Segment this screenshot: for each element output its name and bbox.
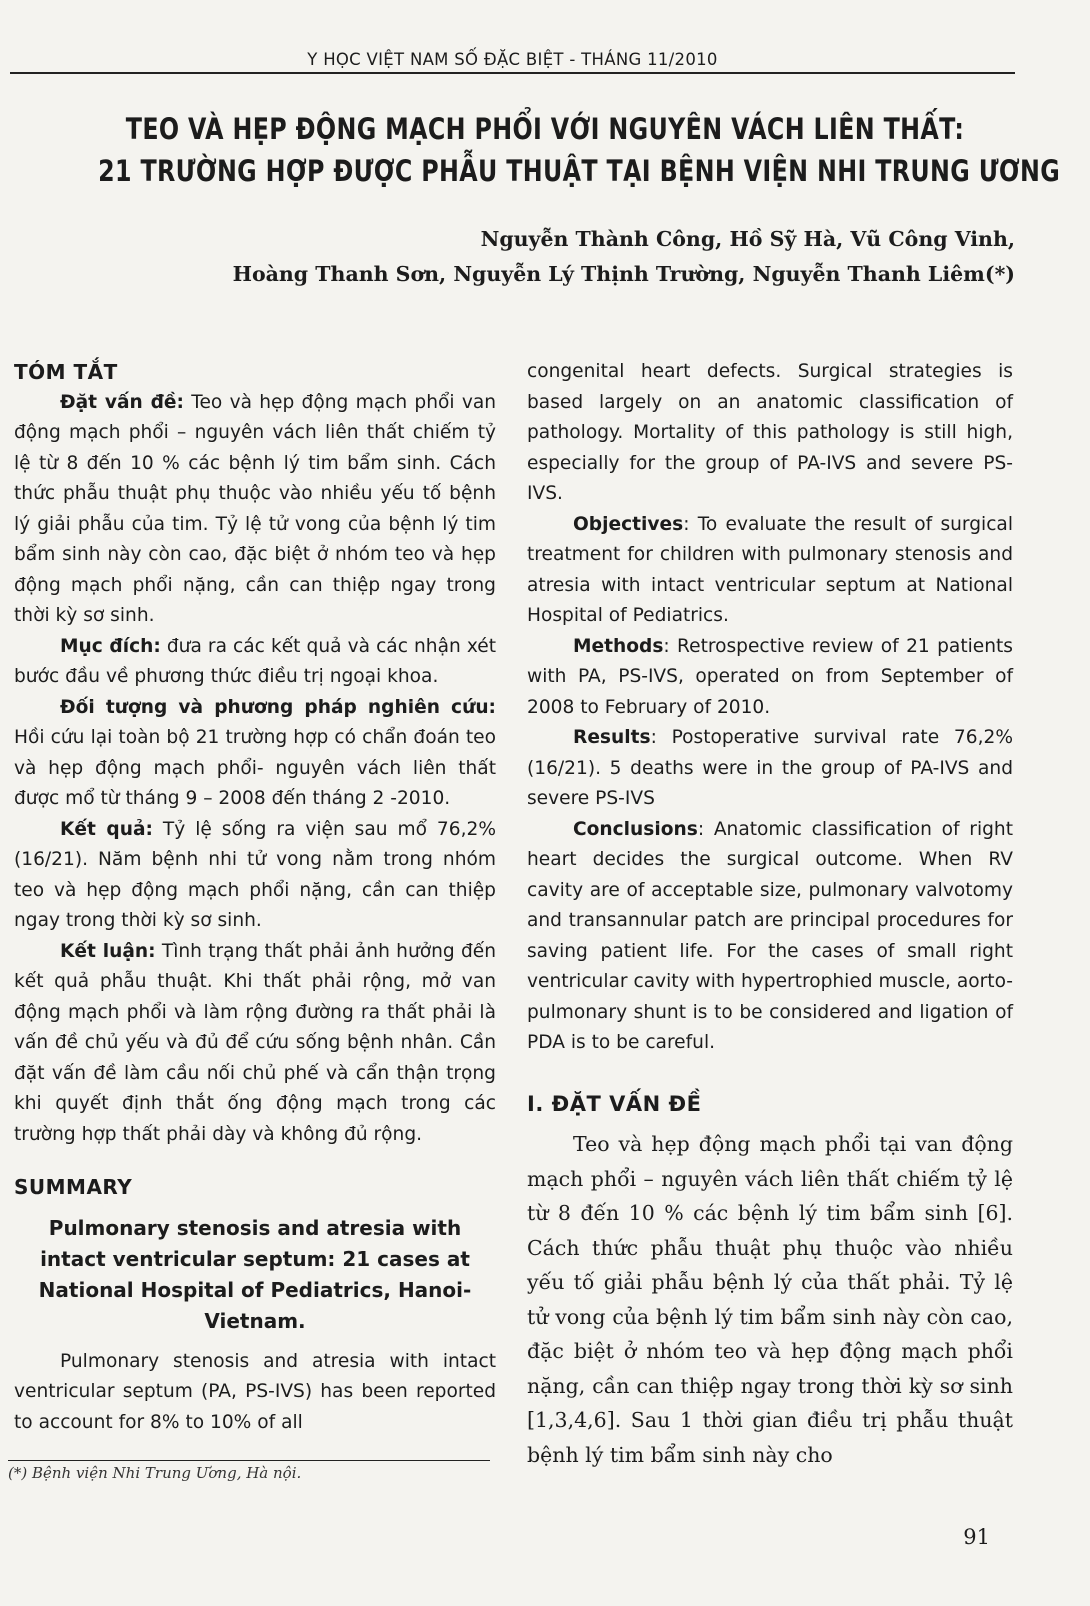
title-line-1: TEO VÀ HẸP ĐỘNG MẠCH PHỔI VỚI NGUYÊN VÁCH LIÊN THẤT: [125,112,965,146]
abstract-methods [14,693,496,815]
abstract-conclusion-text: Tình trạng thất phải ảnh hưởng đến kết quả phẫu thuật. Khi thất phải rộng, mở van động mạch phổi và làm rộng đường ra thất phải là vấn đề chủ yếu và đủ để cứu sống bệnh nhân. Cần đặt vấn đề làm cầu nối chủ phế và cẩn thận trọng khi quyết định thắt ống động mạch trong các trường hợp thất phải dày và không đủ rộng. [14,940,497,1145]
abstract-background [14,388,496,632]
abstract-methods-text: Hồi cứu lại toàn bộ 21 trường hợp có chẩn đoán teo và hẹp động mạch phổi- nguyên vách liên thất được mổ từ tháng 9 – 2008 đến tháng 2 -2010. [14,727,496,809]
abstract-aim-label: Mục đích: [60,635,161,657]
summary-intro: Pulmonary stenosis and atresia with intact ventricular septum (PA, PS-IVS) has been reported to account for 8% to 10% of all [14,1350,496,1433]
abstract-background-label: Đặt vấn đề: [60,391,184,413]
summary-methods [527,632,1013,724]
footnote: (*) Bệnh viện Nhi Trung Ương, Hà nội. [8,1464,302,1482]
abstract-aim [14,632,496,693]
section-1-heading: I. ĐẶT VẤN ĐỀ [527,1091,702,1116]
footnote-divider [8,1460,490,1461]
summary-intro-continued: congenital heart defects. Surgical strategies is based largely on an anatomic classification of pathology. Mortality of this pathology is still high, especially for the group of PA-IVS and severe PS-IVS. [527,361,1013,504]
summary-objectives-label: Objectives [573,513,684,535]
summary-heading: SUMMARY [14,1175,133,1199]
abstract-methods-label: Đối tượng và phương pháp nghiên cứu: [60,696,496,718]
abstract-conclusion-label: Kết luận: [60,940,156,962]
abstract-results-label: Kết quả: [60,818,153,840]
summary-methods-label: Methods [573,635,664,657]
author-list [195,222,1015,292]
summary-methods-text: : Retrospective review of 21 patients with PA, PS-IVS, operated on from September of 2008 to February of 2010. [527,635,1013,718]
authors-line-1: Nguyễn Thành Công, Hồ Sỹ Hà, Vũ Công Vinh, [480,227,1015,251]
article-title [98,108,1061,192]
summary-results-text: : Postoperative survival rate 76,2% (16/21). 5 deaths were in the group of PA-IVS and severe PS-IVS [527,727,1013,809]
abstract-conclusion [14,937,496,1151]
journal-header: Y HỌC VIỆT NAM SỐ ĐẶC BIỆT - THÁNG 11/2010 [10,50,1015,74]
page-number: 91 [963,1525,990,1549]
summary-conclusions [527,815,1013,1059]
summary-conclusions-label: Conclusions [573,818,698,840]
summary-results [527,723,1013,815]
abstract-results [14,815,496,937]
right-column [527,357,1013,1472]
tom-tat-heading: TÓM TẮT [14,360,118,384]
summary-conclusions-text: : Anatomic classification of right heart decides the surgical outcome. When RV cavity are of acceptable size, pulmonary valvotomy and transannular patch are principal procedures for saving patient life. For the cases of small right ventricular cavity with hypertrophied muscle, aorto-pulmonary shunt is to be considered and ligation of PDA is to be careful. [527,818,1013,1053]
abstract-results-text: Tỷ lệ sống ra viện sau mổ 76,2% (16/21). Năm bệnh nhi tử vong nằm trong nhóm teo và hẹp động mạch phổi nặng, cần can thiệp ngay trong thời kỳ sơ sinh. [14,818,496,931]
section-1-body: Teo và hẹp động mạch phổi tại van động mạch phổi – nguyên vách liên thất chiếm tỷ lệ từ 8 đến 10 % các bệnh lý tim bẩm sinh [6]. Cách thức phẫu thuật phụ thuộc vào nhiều yếu tố giải phẫu bệnh lý của thất phải. Tỷ lệ tử vong của bệnh lý tim bẩm sinh này còn cao, đặc biệt ở nhóm teo và hẹp động mạch phổi nặng, cần can thiệp ngay trong thời kỳ sơ sinh [1,3,4,6]. Sau 1 thời gian điều trị phẫu thuật bệnh lý tim bẩm sinh này cho [527,1132,1013,1467]
authors-line-2: Hoàng Thanh Sơn, Nguyễn Lý Thịnh Trường, Nguyễn Thanh Liêm(*) [232,262,1015,286]
summary-title: Pulmonary stenosis and atresia with intact ventricular septum: 21 cases at National Hospital of Pediatrics, Hanoi- Vietnam. [38,1215,472,1333]
summary-results-label: Results [573,727,651,748]
summary-objectives-text: : To evaluate the result of surgical treatment for children with pulmonary stenosis and atresia with intact ventricular septum at National Hospital of Pediatrics. [527,513,1013,626]
abstract-background-text: Teo và hẹp động mạch phổi van động mạch phổi – nguyên vách liên thất chiếm tỷ lệ từ 8 đến 10 % các bệnh lý tim bẩm sinh. Cách thức phẫu thuật phụ thuộc vào nhiều yếu tố bệnh lý giải phẫu của tim. Tỷ lệ tử vong của bệnh lý tim bẩm sinh này còn cao, đặc biệt ở nhóm teo và hẹp động mạch phổi nặng, cần can thiệp ngay trong thời kỳ sơ sinh. [14,391,496,626]
title-line-2: 21 TRƯỜNG HỢP ĐƯỢC PHẪU THUẬT TẠI BỆNH VIỆN NHI TRUNG ƯƠNG [98,154,1061,188]
summary-objectives [527,510,1013,632]
abstract-aim-text: đưa ra các kết quả và các nhận xét bước đầu về phương thức điều trị ngoại khoa. [14,635,496,687]
left-column [14,357,496,1438]
